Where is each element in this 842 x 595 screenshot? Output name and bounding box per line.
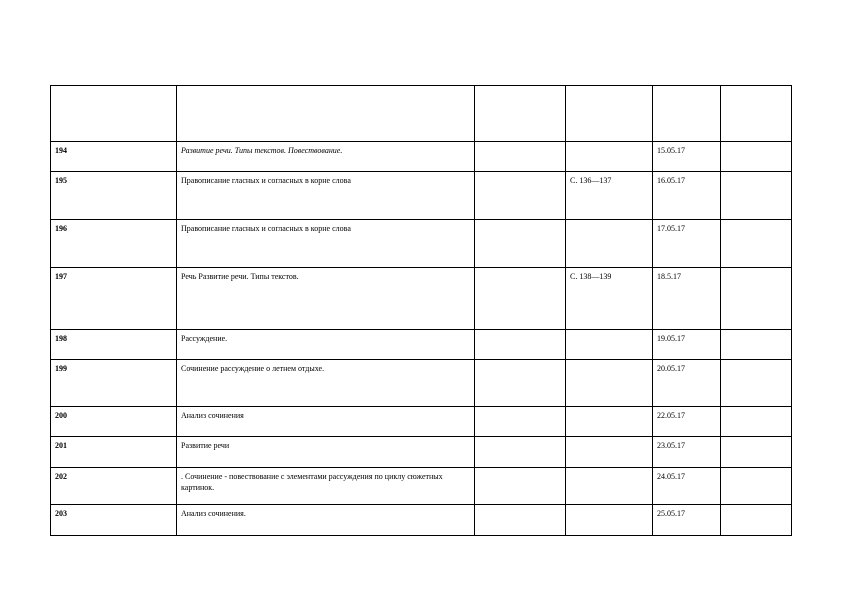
empty-cell (475, 142, 566, 172)
empty-cell (475, 172, 566, 220)
header-cell (653, 86, 721, 142)
textbook-pages: С. 138—139 (566, 268, 653, 330)
lesson-number: 195 (51, 172, 177, 220)
empty-cell (475, 468, 566, 505)
textbook-pages (566, 220, 653, 268)
textbook-pages: С. 136—137 (566, 172, 653, 220)
lesson-number: 201 (51, 437, 177, 468)
lesson-date: 15.05.17 (653, 142, 721, 172)
empty-cell (721, 268, 792, 330)
empty-cell (721, 437, 792, 468)
table-row (51, 468, 792, 505)
lesson-date: 17.05.17 (653, 220, 721, 268)
table-row (51, 268, 792, 330)
empty-cell (721, 172, 792, 220)
table-row (51, 437, 792, 468)
table-row (51, 505, 792, 536)
lesson-topic: . Сочинение - повествование с элементами рассуждения по циклу сюжетных картинок. (177, 468, 475, 505)
lesson-topic: Правописание гласных и согласных в корне слова (177, 220, 475, 268)
textbook-pages (566, 437, 653, 468)
empty-cell (721, 142, 792, 172)
lesson-topic: Правописание гласных и согласных в корне слова (177, 172, 475, 220)
table-row (51, 407, 792, 437)
textbook-pages (566, 407, 653, 437)
textbook-pages (566, 330, 653, 360)
lesson-topic: Развитие речи. Типы текстов. Повествование. (177, 142, 475, 172)
lesson-topic: Рассуждение. (177, 330, 475, 360)
lesson-date: 25.05.17 (653, 505, 721, 536)
header-cell (475, 86, 566, 142)
header-cell (177, 86, 475, 142)
lesson-date: 16.05.17 (653, 172, 721, 220)
empty-cell (721, 407, 792, 437)
lesson-date: 22.05.17 (653, 407, 721, 437)
textbook-pages (566, 360, 653, 407)
lesson-number: 199 (51, 360, 177, 407)
empty-cell (475, 505, 566, 536)
empty-cell (475, 360, 566, 407)
textbook-pages (566, 505, 653, 536)
lesson-date: 19.05.17 (653, 330, 721, 360)
lesson-topic: Анализ сочинения. (177, 505, 475, 536)
empty-cell (721, 220, 792, 268)
empty-cell (721, 505, 792, 536)
lesson-number: 202 (51, 468, 177, 505)
empty-cell (721, 360, 792, 407)
textbook-pages (566, 142, 653, 172)
lesson-number: 196 (51, 220, 177, 268)
header-row (51, 86, 792, 142)
table-row (51, 330, 792, 360)
header-cell (566, 86, 653, 142)
textbook-pages (566, 468, 653, 505)
lesson-topic: Речь Развитие речи. Типы текстов. (177, 268, 475, 330)
empty-cell (475, 268, 566, 330)
lesson-topic: Развитие речи (177, 437, 475, 468)
empty-cell (475, 407, 566, 437)
empty-cell (721, 468, 792, 505)
table-body (51, 86, 792, 536)
empty-cell (475, 330, 566, 360)
lesson-topic: Анализ сочинения (177, 407, 475, 437)
table-row (51, 142, 792, 172)
empty-cell (475, 220, 566, 268)
lesson-date: 20.05.17 (653, 360, 721, 407)
empty-cell (721, 330, 792, 360)
lesson-number: 203 (51, 505, 177, 536)
lesson-number: 197 (51, 268, 177, 330)
header-cell (721, 86, 792, 142)
header-cell (51, 86, 177, 142)
table-row (51, 360, 792, 407)
lesson-number: 198 (51, 330, 177, 360)
lesson-number: 194 (51, 142, 177, 172)
lesson-plan-table (50, 85, 792, 536)
lesson-topic: Сочинение рассуждение о летнем отдыхе. (177, 360, 475, 407)
lesson-number: 200 (51, 407, 177, 437)
table-row (51, 172, 792, 220)
lesson-date: 23.05.17 (653, 437, 721, 468)
empty-cell (475, 437, 566, 468)
table-row (51, 220, 792, 268)
lesson-date: 24.05.17 (653, 468, 721, 505)
lesson-date: 18.5.17 (653, 268, 721, 330)
